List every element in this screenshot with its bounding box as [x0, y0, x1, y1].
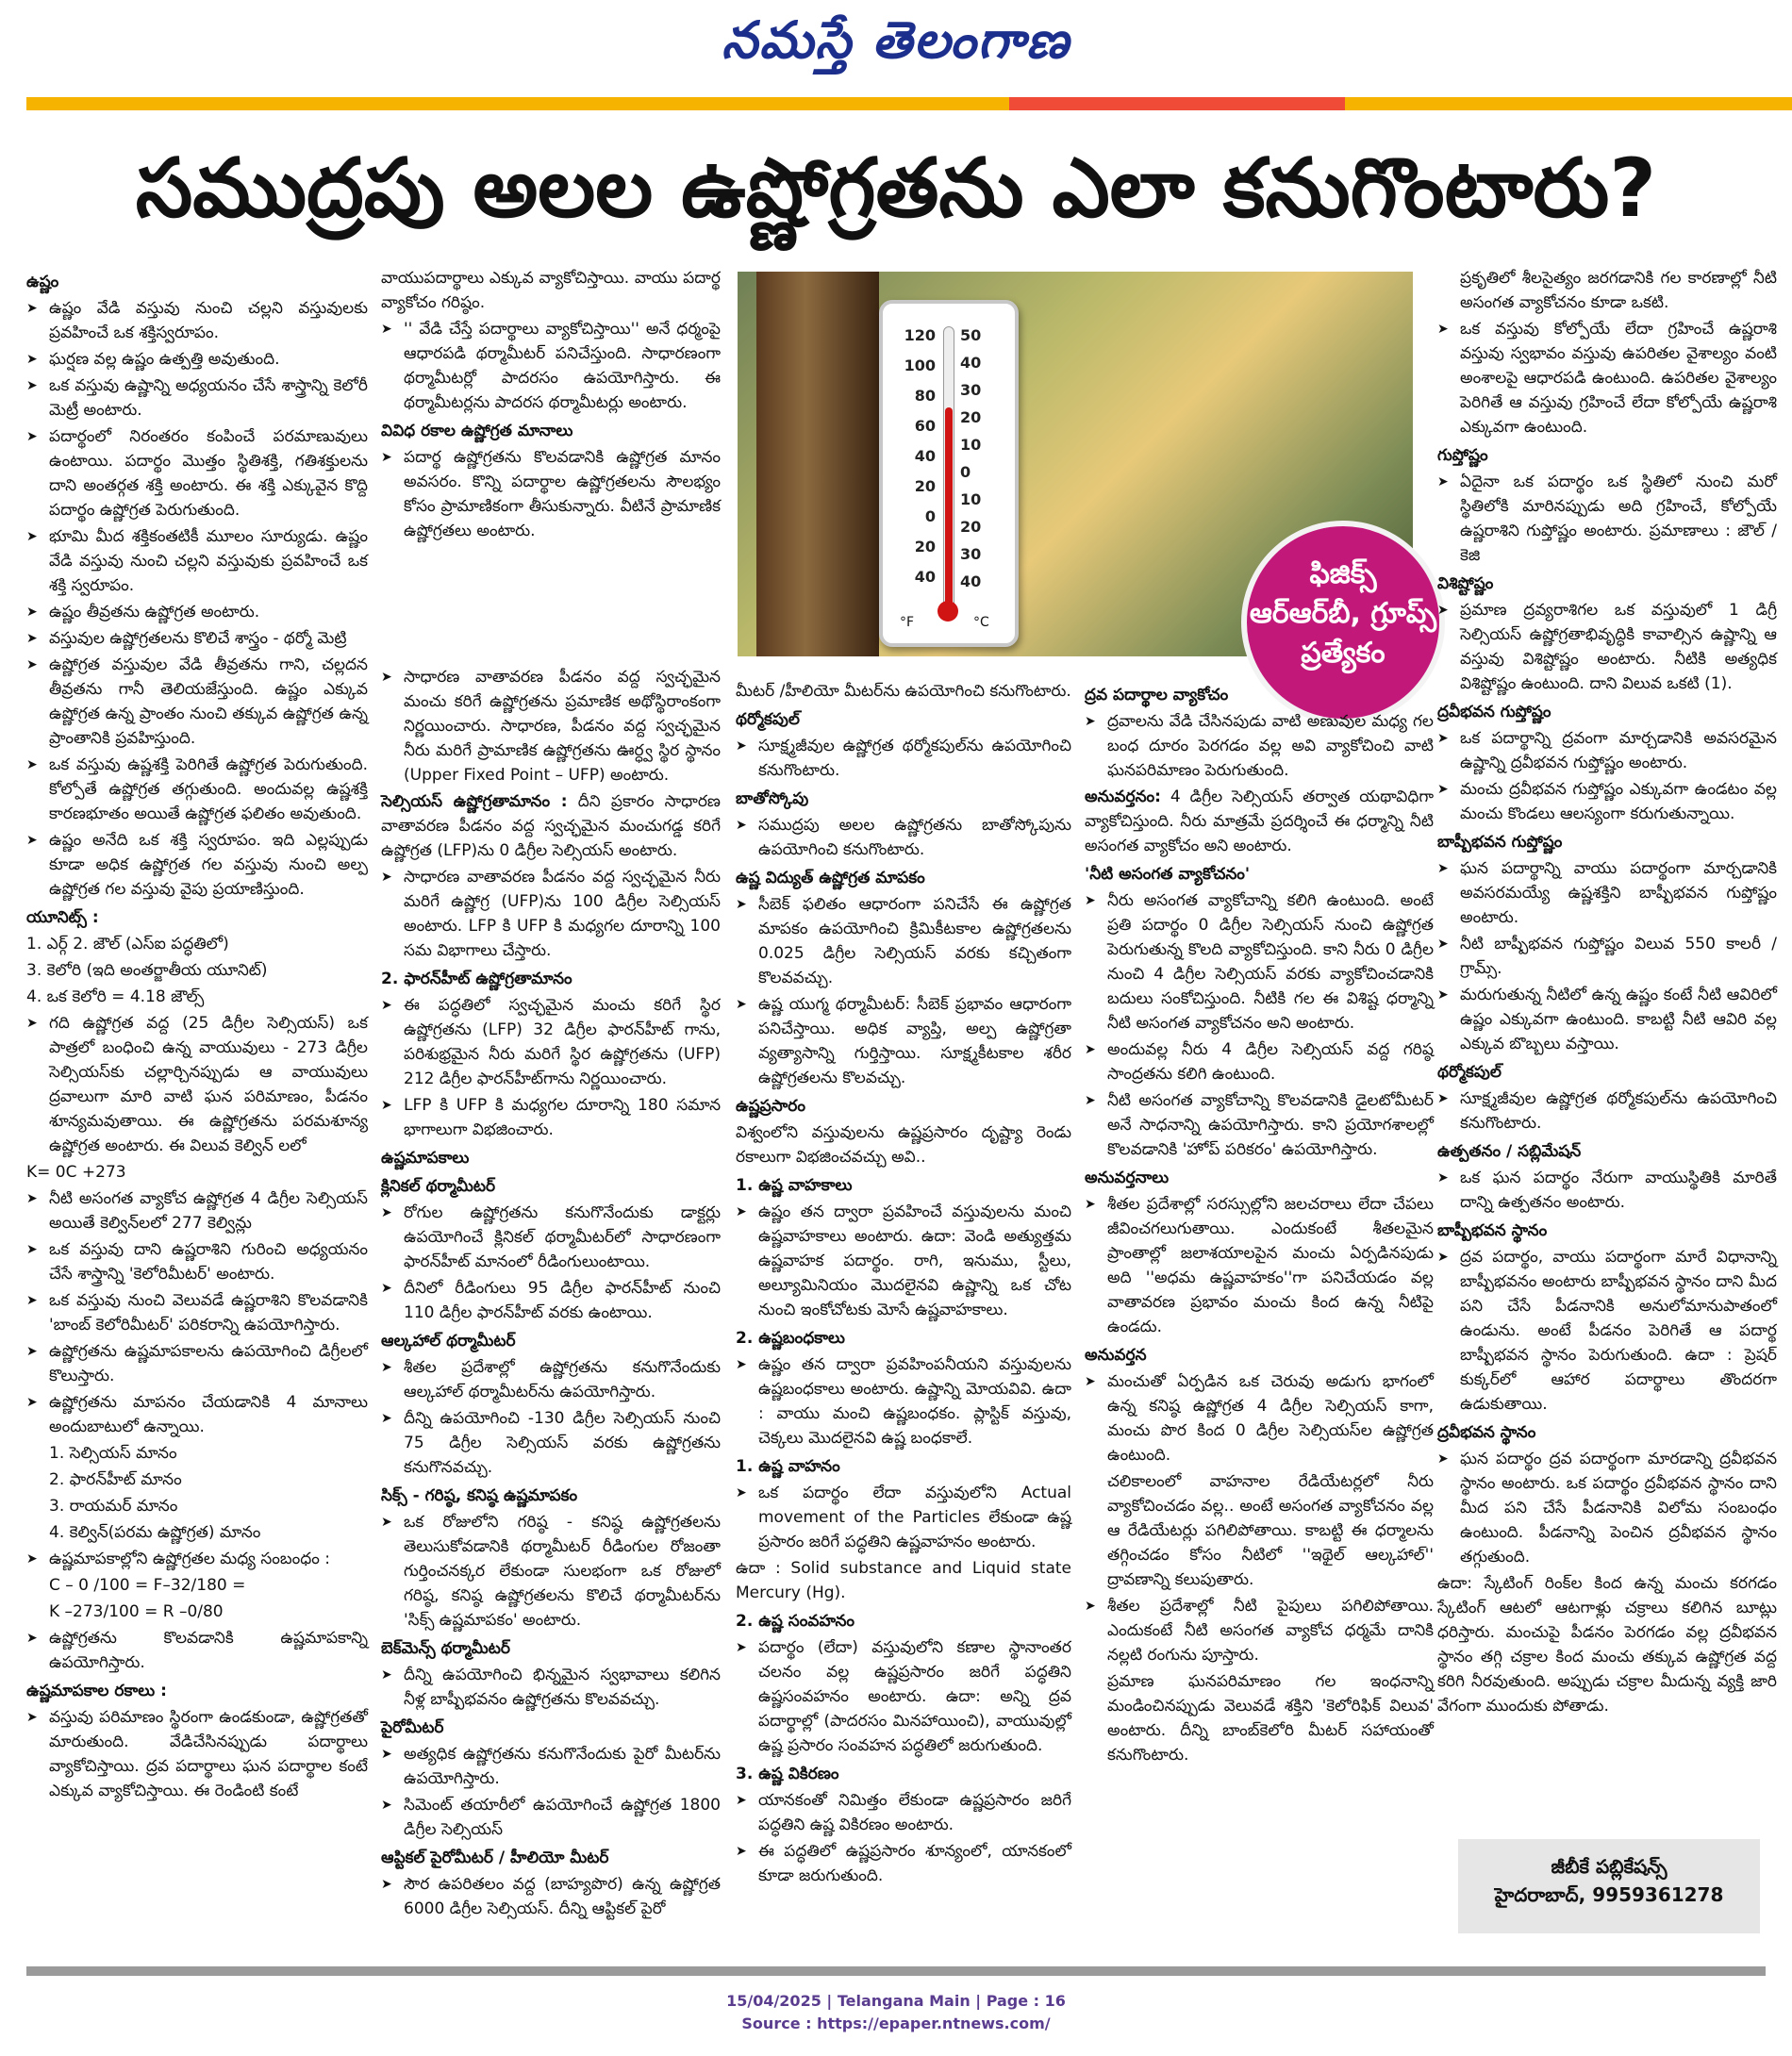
- formula: C – 0 /100 = F–32/180 =: [49, 1576, 246, 1595]
- celsius-unit: °C: [973, 615, 989, 630]
- section-heading: 3. ఉష్ణ వికిరణం: [736, 1765, 839, 1783]
- bullet: ➤ ఉష్ణ యుగ్మ థర్మామీటర్: సీబెక్ ప్రభావం ఆధారంగా పనిచేస్తాయి. అధిక వ్యాప్తి, అల్ప ఉష్ణోగ్రతా వ్యత్యాసాన్ని గుర్తిస్తాయి. సూక్ష్మకీటకాల శరీర ఉష్ణోగ్రతలను కొలవచ్చు.: [736, 992, 1071, 1090]
- paragraph: వాయుపదార్థాలు ఎక్కువ వ్యాకోచిస్తాయి. వాయు పదార్థ వ్యాకోచం గరిష్ఠం.: [381, 269, 721, 312]
- formula: K –273/100 = R –0/80: [49, 1602, 224, 1621]
- bullet: ➤ శీతల ప్రదేశాల్లో నీటి పైపులు పగిలిపోతాయి. ఎందుకంటే నీటి అసంగత వ్యాకోచ ధర్మమే దానికి నల్లటి రంగును పూస్తారు.: [1085, 1594, 1434, 1667]
- bullet: ➤ ఉష్ణం అనేది ఒక శక్తి స్వరూపం. ఇది ఎల్లప్పుడు కూడా అధిక ఉష్ణోగ్రత గల వస్తువు నుంచి అల్ప ఉష్ణోగ్రత గల వస్తువు వైపు ప్రయాణిస్తుంది.: [26, 828, 368, 902]
- unit-line: 3. కెలోరి (ఇది అంతర్జాతీయ యూనిట్): [26, 961, 268, 980]
- bullet: ➤ నీటి బాష్పీభవన గుప్తోష్ణం విలువ 550 కాలరీ / గ్రామ్స్.: [1437, 932, 1777, 981]
- badge-line: ఆర్‌ఆర్‌బీ, గ్రూప్స్: [1249, 597, 1437, 630]
- bullet: ➤ వస్తువుల ఉష్ణోగ్రతలను కొలిచే శాస్త్రం - థర్మో మెట్రి: [26, 626, 368, 651]
- masthead-logo: నమస్తే తెలంగాణ: [722, 9, 1070, 70]
- bullet: ➤ దీనిలో రీడింగులు 95 డిగ్రీల ఫారన్‌హీట్ నుంచి 110 డిగ్రీల ఫారన్‌హీట్ వరకు ఉంటాయి.: [381, 1276, 721, 1325]
- paragraph: [1085, 785, 1434, 858]
- section-heading: అనువర్తనాలు: [1085, 1169, 1170, 1187]
- bullet: ➤ సౌర ఉపరితలం వద్ద (బాహ్యపొర) ఉన్న ఉష్ణోగ్రత 6000 డిగ్రీల సెల్సియస్. దీన్ని ఆప్టికల్ పైరో: [381, 1872, 721, 1921]
- bullet: ➤ అందువల్ల నీరు 4 డిగ్రీల సెల్సియస్ వద్ద గరిష్ఠ సాంద్రతను కలిగి ఉంటుంది.: [1085, 1037, 1434, 1086]
- bullet: ➤ ఒక పదార్థాన్ని ద్రవంగా మార్చడానికి అవసరమైన ఉష్ణాన్ని ద్రవీభవన గుప్తోష్ణం అంటారు.: [1437, 726, 1777, 775]
- inline-heading: సెల్సియస్ ఉష్ణోగ్రతామానం :: [381, 792, 568, 811]
- paragraph: ఉదా: స్కేటింగ్ రింక్‌ల కింద ఉన్న మంచు కరగడం స్కేటింగ్ ఆటలో ఆటగాళ్లు చక్రాలు కలిగిన బూట్లు ధరిస్తారు. మంచుపై పీడనం పెరగడం వల్ల ద్రవీభవన స్థానం తగ్గి చక్రాల కింద మంచు తక్కువ ఉష్ణోగ్రత వద్ద కరిగి నీరవుతుంది. అప్పుడు చక్రాల మీదున్న వ్యక్తి జారి వేగంగా ముందుకు పోతాడు.: [1437, 1574, 1777, 1716]
- scale-item: 3. రాయమర్ మానం: [49, 1497, 178, 1516]
- bullet: ➤ ఘన పదార్థాన్ని వాయు పదార్థంగా మార్చడానికి అవసరమయ్యే ఉష్ణశక్తిని బాష్పీభవన గుప్తోష్ణం అంటారు.: [1437, 856, 1777, 930]
- paragraph-text: దీని ప్రకారం సాధారణ వాతావరణ పీడనం వద్ద స్వచ్ఛమైన మంచుగడ్డ కరిగే ఉష్ణోగ్రత (LFP)ను 0 డిగ్రీల సెల్సియస్ అంటారు.: [381, 792, 721, 860]
- bullet: ➤ అత్యధిక ఉష్ణోగ్రతను కనుగొనేందుకు పైరో మీటర్‌ను ఉపయోగిస్తారు.: [381, 1742, 721, 1791]
- bullet: ➤ ఉష్ణం తీవ్రతను ఉష్ణోగ్రత అంటారు.: [26, 600, 368, 624]
- celsius-tick: 20: [960, 408, 982, 426]
- footer-dateline: 15/04/2025 | Telangana Main | Page : 16: [726, 1992, 1066, 2010]
- section-heading: థర్మోకపుల్: [1437, 1063, 1502, 1082]
- paragraph: మీటర్ /హీలియో మీటర్‌ను ఉపయోగించి కనుగొంటారు.: [736, 682, 1071, 701]
- bullet: ➤ పదార్థ ఉష్ణోగ్రతను కొలవడానికి ఉష్ణోగ్రత మానం అవసరం. కొన్ని పదార్థాల ఉష్ణోగ్రతలను సౌలభ్యం కోసం ప్రామాణికంగా తీసుకున్నారు. వీటినే ప్రామాణిక ఉష్ణోగ్రతలు అంటారు.: [381, 445, 721, 543]
- bullet: ➤ ఒక వస్తువు దాని ఉష్ణరాశిని గురించి అధ్యయనం చేసే శాస్త్రాన్ని 'కెలోరిమీటర్' అంటారు.: [26, 1237, 368, 1286]
- celsius-tick: 50: [960, 326, 982, 344]
- paragraph: [381, 789, 721, 863]
- bullet: ➤ యానకంతో నిమిత్తం లేకుండా ఉష్ణప్రసారం జరిగే పద్ధతిని ఉష్ణ వికిరణం అంటారు.: [736, 1788, 1071, 1837]
- bullet: ➤ ప్రమాణ ద్రవ్యరాశిగల ఒక వస్తువులో 1 డిగ్రీ సెల్సియస్ ఉష్ణోగ్రతాభివృద్ధికి కావాల్సిన ఉష్ణాన్ని ఆ వస్తువు విశిష్టోష్ణం అంటారు. నీటికి అత్యధిక విశిష్టోష్ణం ఉంటుంది. దాని విలువ ఒకటి (1).: [1437, 598, 1777, 696]
- bullet: ➤ శీతల ప్రదేశాల్లో సరస్సుల్లోని జలచరాలు లేదా చేపలు జీవించగలుగుతాయి. ఎందుకంటే శీతలమైన ప్రాంతాల్లో జలాశయాలపైన మంచు ఏర్పడినపుడు అది ''అధమ ఉష్ణవాహకం''గా పనిచేయడం వల్ల వాతావరణ ప్రభావం మంచు కింద ఉన్న నీటిపై ఉండదు.: [1085, 1192, 1434, 1339]
- section-heading: బాతోస్కోపు: [736, 789, 809, 808]
- section-heading: ఉత్పతనం / సబ్లిమేషన్: [1437, 1142, 1582, 1161]
- numbered-item: చలికాలంలో వాహనాల రేడియేటర్లలో నీరు వ్యాకోచించడం వల్ల.. అంటే అసంగత వ్యాకోచనం వల్ల ఆ రేడియేటర్లు పగిలిపోతాయి. కాబట్టి ఈ ధర్మాలను తగ్గించడం కోసం నీటిలో ''ఇథైల్ ఆల్కహాల్'' ద్రావణాన్ని కలుపుతారు.: [1107, 1472, 1434, 1589]
- column-1: [26, 266, 368, 1964]
- bullet: ➤ ఈ పద్ధతిలో ఉష్ణప్రసారం శూన్యంలో, యానకంలో కూడా జరుగుతుంది.: [736, 1839, 1071, 1888]
- section-heading: 1. ఉష్ణ వాహకాలు: [736, 1176, 853, 1195]
- section-heading: గుప్తోష్ణం: [1437, 446, 1488, 465]
- bullet: ➤ దీన్ని ఉపయోగించి భిన్నమైన స్వభావాలు కలిగిన నీళ్ల బాష్పీభవనం ఉష్ణోగ్రతను కొలవవచ్చు.: [381, 1663, 721, 1712]
- section-heading: బాష్పీభవన గుప్తోష్ణం: [1437, 833, 1563, 852]
- bullet: ➤ ఒక వస్తువు ఉష్ణాన్ని అధ్యయనం చేసే శాస్త్రాన్ని కెలోరీ మెట్రీ అంటారు.: [26, 373, 368, 423]
- thermometer: [879, 300, 1019, 647]
- section-heading: క్లినికల్ థర్మామీటర్: [381, 1177, 496, 1196]
- fahrenheit-tick: 60: [914, 417, 936, 435]
- bullet: ➤ మంచుతో ఏర్పడిన ఒక చెరువు అడుగు భాగంలో ఉన్న కనిష్ఠ ఉష్ణోగ్రత 4 డిగ్రీల సెల్సియస్ కాగా, మంచు పొర కింద 0 డిగ్రీల సెల్సియస్‌ల ఉష్ణోగ్రత ఉంటుంది.: [1085, 1369, 1434, 1467]
- fahrenheit-tick: 40: [914, 447, 936, 465]
- bottom-rule: [26, 1966, 1766, 1976]
- bullet: ➤ దీన్ని ఉపయోగించి -130 డిగ్రీల సెల్సియస్ నుంచి 75 డిగ్రీల సెల్సియస్ వరకు ఉష్ణోగ్రతను కనుగొనవచ్చు.: [381, 1406, 721, 1480]
- bullet: ➤ ద్రవాలను వేడి చేసినపుడు వాటి అణువుల మధ్య గల బంధ దూరం పెరగడం వల్ల అవి వ్యాకోచించి వాటి ఘనపరిమాణం పెరుగుతుంది.: [1085, 709, 1434, 783]
- bullet: ➤ మరుగుతున్న నీటిలో ఉన్న ఉష్ణం కంటే నీటి ఆవిరిలో ఉష్ణం ఎక్కువగా ఉంటుంది. కాబట్టి నీటి ఆవిరి వల్ల ఎక్కువ బొబ్బలు వస్తాయి.: [1437, 983, 1777, 1056]
- bullet: ➤ ఒక వస్తువు నుంచి వెలువడే ఉష్ణరాశిని కొలవడానికి 'బాంబ్ కెలోరిమీటర్' పరికరాన్ని ఉపయోగిస్తారు.: [26, 1288, 368, 1337]
- section-heading: సిక్స్ - గరిష్ఠ, కనిష్ఠ ఉష్ణమాపకం: [381, 1486, 578, 1505]
- bullet: ➤ ద్రవ పదార్థం, వాయు పదార్థంగా మారే విధానాన్ని బాష్పీభవనం అంటారు బాష్పీభవన స్థానం దాని మీద పని చేసే పీడనానికి అనులోమానుపాతంలో ఉండును. అంటే పీడనం పెరిగితే ఆ పదార్థ బాష్పీభవన స్థానం పెరుగుతుంది. ఉదా : ప్రెషర్ కుక్కర్‌లో ఆహార పదార్థాలు తొందరగా ఉడుకుతాయి.: [1437, 1245, 1777, 1417]
- section-heading: యూనిట్స్ :: [26, 908, 99, 927]
- bullet: ➤ భూమి మీద శక్తికంతటికీ మూలం సూర్యుడు. ఉష్ణం వేడి వస్తువు నుంచి చల్లని వస్తువుకు ప్రవహించే ఒక శక్తి స్వరూపం.: [26, 524, 368, 598]
- column-4: [1085, 679, 1434, 1962]
- bullet: ➤ నీరు అసంగత వ్యాకోచాన్ని కలిగి ఉంటుంది. అంటే ప్రతి పదార్థం 0 డిగ్రీల సెల్సియస్ నుంచి ఉష్ణోగ్రత పెరుగుతున్న కొలది వ్యాకోచిస్తుంది. కాని నీరు 0 డిగ్రీల నుంచి 4 డిగ్రీల సెల్సియస్ వరకు వ్యాకోచించడానికి బదులు సంకోచిస్తుంది. నీటికి గల ఈ విశిష్ట ధర్మాన్ని నీటి అసంగత వ్యాకోచనం అని అంటారు.: [1085, 888, 1434, 1036]
- credit-name: జీబీకే పబ్లికేషన్స్: [1551, 1855, 1668, 1878]
- top-rule: [26, 97, 1019, 110]
- fahrenheit-tick: 120: [904, 326, 936, 344]
- bullet: ➤ నీటి అసంగత వ్యాకోచాన్ని కొలవడానికి డైలటోమీటర్ అనే సాధనాన్ని ఉపయోగిస్తారు. కాని ప్రయోగశాలల్లో కొలవడానికి 'హోప్ పరికరం' ఉపయోగిస్తారు.: [1085, 1088, 1434, 1162]
- section-heading: బాష్పీభవన స్థానం: [1437, 1221, 1548, 1240]
- celsius-tick: 10: [960, 490, 982, 508]
- section-heading: ద్రవీభవన స్థానం: [1437, 1423, 1536, 1442]
- section-heading: బెక్‌మెన్స్ థర్మామీటర్: [381, 1639, 510, 1658]
- bullet: ➤ ఉష్ణం తన ద్వారా ప్రవహించే వస్తువులను మంచి ఉష్ణవాహకాలు అంటారు. ఉదా: వెండి అత్యుత్తమ ఉష్ణవాహక పదార్థం. రాగి, ఇనుము, స్టీలు, అల్యూమినియం మొదలైనవి ఉష్ణాన్ని ఒక చోట నుంచి ఇంకోచోటకు మోసే ఉష్ణవాహకాలు.: [736, 1200, 1071, 1322]
- section-heading: 2. ఉష్ణ సంవహనం: [736, 1612, 855, 1631]
- wooden-post: [756, 272, 879, 656]
- celsius-tick: 0: [960, 463, 971, 481]
- bullet: ➤ ఉష్ణోగ్రతను కొలవడానికి ఉష్ణమాపకాన్ని ఉపయోగిస్తారు.: [26, 1626, 368, 1675]
- section-heading: 2. ఫారన్‌హీట్ ఉష్ణోగ్రతామానం: [381, 970, 572, 988]
- scale-item: 2. ఫారన్‌హీట్ మానం: [49, 1470, 182, 1489]
- scale-item: 1. సెల్సియస్ మానం: [49, 1444, 177, 1463]
- inline-heading: అనువర్తనం:: [1085, 788, 1161, 806]
- column-2-top: [381, 266, 721, 662]
- bullet: ➤ శీతల ప్రదేశాల్లో ఉష్ణోగ్రతను కనుగొనేందుకు ఆల్కహాల్ థర్మామీటర్‌ను ఉపయోగిస్తారు.: [381, 1355, 721, 1404]
- celsius-tick: 30: [960, 545, 982, 563]
- bullet: ➤ ఉష్ణం తన ద్వారా ప్రవహింపనీయని వస్తువులను ఉష్ణబంధకాలు అంటారు. ఉష్ణాన్ని మోయవివి. ఉదా : వాయు మంచి ఉష్ణబంధకం. ప్లాస్టిక్ వస్తువు, చెక్కలు మొదలైనవి ఉష్ణ బంధకాలే.: [736, 1352, 1071, 1451]
- column-3: [736, 679, 1071, 1896]
- bullet: ➤ ఒక రోజులోని గరిష్ఠ - కనిష్ఠ ఉష్ణోగ్రతలను తెలుసుకోవడానికి థర్మామీటర్ రీడింగుల రోజంతా గుర్తించనక్కర లేకుండా సులభంగా ఒక రోజులో గరిష్ఠ, కనిష్ఠ ఉష్ణోగ్రతలను కొలిచే థర్మామీటర్‌ను 'సిక్స్ ఉష్ణమాపకం' అంటారు.: [381, 1510, 721, 1633]
- top-rule-right: [1345, 97, 1792, 110]
- author-credit: [1458, 1839, 1760, 1933]
- celsius-tick: 40: [960, 572, 982, 590]
- thermometer-bulb: [937, 601, 958, 622]
- section-heading: విశిష్టోష్ణం: [1437, 574, 1494, 593]
- paragraph: ఉదా : Solid substance and Liquid state Mercury (Hg).: [736, 1559, 1071, 1602]
- bullet: ➤ సాధారణ వాతావరణ పీడనం వద్ద స్వచ్ఛమైన నీరు మరిగే ఉష్ణోగ్ర (UFP)ను 100 డిగ్రీల సెల్సియస్ అంటారు. LFP కి UFP కి మధ్యగల దూరాన్ని 100 సమ విభాగాలు చేస్తారు.: [381, 865, 721, 963]
- section-heading: 2. ఉష్ణబంధకాలు: [736, 1329, 845, 1348]
- fahrenheit-tick: 80: [914, 387, 936, 405]
- mercury-column: [945, 407, 953, 605]
- section-heading: ఆప్టికల్ పైరోమీటర్ / హీలియో మీటర్: [381, 1849, 609, 1867]
- bullet: ➤ ఏదైనా ఒక పదార్థం ఒక స్థితిలో నుంచి మరో స్థితిలోకి మారినప్పుడు అది గ్రహించే, కోల్పోయే ఉష్ణరాశిని గుప్తోష్ణం అంటారు. ప్రమాణాలు : జౌల్ / కెజి: [1437, 470, 1777, 568]
- bullet: ➤ పదార్థం (లేదా) వస్తువులోని కణాల స్థానాంతర చలనం వల్ల ఉష్ణప్రసారం జరిగే పద్ధతిని ఉష్ణసంవహనం అంటారు. ఉదా: అన్ని ద్రవ పదార్థాల్లో (పాదరసం మినహాయించి), వాయువుల్లో ఉష్ణ ప్రసారం సంవహన పద్ధతిలో జరుగుతుంది.: [736, 1635, 1071, 1758]
- bullet: ➤ సముద్రపు అలల ఉష్ణోగ్రతను బాతోస్కోపును ఉపయోగించి కనుగొంటారు.: [736, 813, 1071, 862]
- bullet: ➤ ఉష్ణం వేడి వస్తువు నుంచి చల్లని వస్తువులకు ప్రవహించే ఒక శక్తిస్వరూపం.: [26, 296, 368, 345]
- badge-line: ప్రత్యేకం: [1301, 637, 1385, 670]
- celsius-tick: 40: [960, 354, 982, 372]
- fahrenheit-scale: [890, 326, 936, 598]
- bullet: ➤ మంచు ద్రవీభవన గుప్తోష్ణం ఎక్కువగా ఉండటం వల్ల మంచు కొండలు ఆలస్యంగా కరుగుతున్నాయి.: [1437, 777, 1777, 826]
- numbered-item: ప్రమాణ ఘనపరిమాణం గల ఇంధనాన్ని మండించినప్పుడు వెలువడే శక్తిని 'కెలోరిఫిక్ విలువ' అంటారు. దీన్ని బాంబ్‌కెలోరి మీటర్ సహాయంతో కనుగొంటారు.: [1107, 1672, 1434, 1765]
- bullet: ➤ ఒక పదార్థం లేదా వస్తువులోని Actual movement of the Particles లేకుండా ఉష్ణ ప్రసారం జరిగే పద్ధతిని ఉష్ణవాహనం అంటారు.: [736, 1481, 1071, 1554]
- top-rule-accent: [1009, 97, 1345, 110]
- footer-source: Source : https://epaper.ntnews.com/: [741, 2015, 1051, 2032]
- fahrenheit-tick: 40: [914, 568, 936, 586]
- bullet: ➤ '' వేడి చేస్తే పదార్థాలు వ్యాకోచిస్తాయి'' అనే ధర్మంపై ఆధారపడి థర్మామీటర్ పనిచేస్తుంది. సాధారణంగా థర్మామీటర్లో పాదరసం ఉపయోగిస్తారు. ఈ థర్మామీటర్లను పాదరస థర్మామీటర్లు అంటారు.: [381, 317, 721, 415]
- fahrenheit-tick: 20: [914, 477, 936, 495]
- bullet: ➤ రోగుల ఉష్ణోగ్రతను కనుగొనేందుకు డాక్టర్లు ఉపయోగించే క్లినికల్ థర్మామీటర్‌లో సాధారణంగా ఫారన్‌హీట్ మానంలో రీడింగులుంటాయి.: [381, 1201, 721, 1274]
- unit-line: 4. ఒక కెలోరి = 4.18 జౌల్స్: [26, 987, 205, 1006]
- credit-contact: హైదరాబాద్, 9959361278: [1494, 1883, 1724, 1906]
- section-heading: ఉష్ణప్రసారం: [736, 1097, 806, 1116]
- section-heading: 'నీటి అసంగత వ్యాకోచనం': [1085, 865, 1251, 884]
- bullet: ➤ ఘర్షణ వల్ల ఉష్ణం ఉత్పత్తి అవుతుంది.: [26, 347, 368, 372]
- section-heading: ఆల్కహాల్ థర్మామీటర్: [381, 1332, 516, 1351]
- bullet: ➤ ఉష్ణోగ్రతను ఉష్ణమాపకాలను ఉపయోగించి డిగ్రీలలో కొలుస్తారు.: [26, 1339, 368, 1388]
- numbered-item: ప్రకృతిలో శీలసైత్యం జరగడానికి గల కారణాల్లో నీటి అసంగత వ్యాకోచనం కూడా ఒకటి.: [1460, 269, 1777, 312]
- column-5: [1437, 266, 1777, 1954]
- section-heading: ద్రవీభవన గుప్తోష్ణం: [1437, 703, 1551, 721]
- bullet: ➤ ఘన పదార్థం ద్రవ పదార్థంగా మారడాన్ని ద్రవీభవన స్థానం అంటారు. ఒక పదార్థం ద్రవీభవన స్థానం దాని మీద పని చేసే పీడనానికి విలోమ సంబంధం ఉంటుంది. పీడనాన్ని పెంచిన ద్రవీభవన స్థానం తగ్గుతుంది.: [1437, 1447, 1777, 1569]
- bullet: ➤ ఒక వస్తువు ఉష్ణశక్తి పెరిగితే ఉష్ణోగ్రత పెరుగుతుంది. కోల్పోతే ఉష్ణోగ్రత తగ్గుతుంది. అందువల్ల ఉష్ణశక్తి కారణభూతం అయితే ఉష్ణోగ్రత ఫలితం అవుతుంది.: [26, 753, 368, 826]
- section-heading: వివిధ రకాల ఉష్ణోగ్రత మానాలు: [381, 422, 573, 440]
- bullet: ➤ ఈ పద్ధతిలో స్వచ్ఛమైన మంచు కరిగే స్థిర ఉష్ణోగ్రతను (LFP) 32 డిగ్రీల ఫారన్‌హీట్ గాను, పరిశుభ్రమైన నీరు మరిగే స్థిర ఉష్ణోగ్రతను (UFP) 212 డిగ్రీల ఫారన్‌హీట్‌గాను నిర్ణయించారు.: [381, 993, 721, 1091]
- bullet: ➤ ఉష్ణోగ్రత వస్తువుల వేడి తీవ్రతను గాని, చల్లదన తీవ్రతను గానీ తెలియజేస్తుంది. ఉష్ణం ఎక్కువ ఉష్ణోగ్రత ఉన్న ప్రాంతం నుంచి తక్కువ ఉష్ణోగ్రత ఉన్న ప్రాంతానికి ప్రవహిస్తుంది.: [26, 653, 368, 751]
- bullet: ➤ నీటి అసంగత వ్యాకోచ ఉష్ణోగ్రత 4 డిగ్రీల సెల్సియస్ అయితే కెల్విన్‌లలో 277 కెల్విన్లు: [26, 1186, 368, 1235]
- section-heading: పైరోమీటర్: [381, 1718, 444, 1737]
- bullet: ➤ సూక్ష్మజీవుల ఉష్ణోగ్రత థర్మోకపుల్‌ను ఉపయోగించి కనుగొంటారు.: [736, 734, 1071, 783]
- unit-line: 1. ఎర్గ్ 2. జౌల్ (ఎస్ఐ పద్ధతిలో): [26, 935, 229, 953]
- bullet: ➤ వస్తువు పరిమాణం స్థిరంగా ఉండకుండా, ఉష్ణోగ్రతతో మారుతుంది. వేడిచేసినప్పుడు పదార్థాలు వ్యాకోచిస్తాయి. ద్రవ పదార్థాలు ఘన పదార్థాల కంటే ఎక్కువ వ్యాకోచిస్తాయి. ఈ రెండింటి కంటే: [26, 1705, 368, 1803]
- formula: K= 0C +273: [26, 1163, 126, 1182]
- headline: సముద్రపు అలల ఉష్ణోగ్రతను ఎలా కనుగొంటారు?: [135, 141, 1657, 236]
- bullet: ➤ గది ఉష్ణోగ్రత వద్ద (25 డిగ్రీల సెల్సియస్) ఒక పాత్రలో బంధించి ఉన్న వాయువులు - 273 డిగ్రీల సెల్సియస్‌కు చల్లార్చినప్పుడు ఆ వాయువులు ద్రవాలుగా మారి వాటి ఘన పరిమాణం, పీడనం శూన్యమవుతాయి. ఈ ఉష్ణోగ్రతను పరమశూన్య ఉష్ణోగ్రత అంటారు. ఈ విలువ కెల్విన్ లలో: [26, 1011, 368, 1158]
- fahrenheit-tick: 0: [924, 507, 936, 525]
- scale-item: 4. కెల్విన్(పరమ ఉష్ణోగ్రత) మానం: [49, 1523, 261, 1542]
- bullet: ➤ సిమెంట్ తయారీలో ఉపయోగించే ఉష్ణోగ్రత 1800 డిగ్రీల సెల్సియస్: [381, 1793, 721, 1842]
- bullet: ➤ సీబెక్ ఫలితం ఆధారంగా పనిచేసే ఈ ఉష్ణోగ్రత మాపకం ఉపయోగించి క్రిమికీటకాల ఉష్ణోగ్రతలను 0.025 డిగ్రీల సెల్సియస్ వరకు కచ్చితంగా కొలవవచ్చు.: [736, 892, 1071, 990]
- bullet: ➤ ఒక వస్తువు కోల్పోయే లేదా గ్రహించే ఉష్ణరాశి వస్తువు స్వభావం వస్తువు ఉపరితల వైశాల్యం వంటి అంశాలపై ఆధారపడి ఉంటుంది. ఉపరితల వైశాల్యం పెరిగితే ఆ వస్తువు గ్రహించే లేదా కోల్పోయే ఉష్ణరాశి ఎక్కువగా ఉంటుంది.: [1437, 317, 1777, 439]
- celsius-tick: 10: [960, 436, 982, 454]
- bullet: ➤ ఉష్ణమాపకాల్లోని ఉష్ణోగ్రతల మధ్య సంబంధం :: [26, 1547, 368, 1571]
- bullet: ➤ ఉష్ణోగ్రతను మాపనం చేయడానికి 4 మానాలు అందుబాటులో ఉన్నాయి.: [26, 1390, 368, 1439]
- section-heading: ఉష్ణ విద్యుత్ ఉష్ణోగ్రత మాపకం: [736, 869, 925, 887]
- section-heading: అనువర్తన: [1085, 1346, 1147, 1365]
- section-heading: థర్మోకపుల్: [736, 710, 800, 729]
- paragraph: విశ్వంలోని వస్తువులను ఉష్ణప్రసారం దృష్ట్యా రెండు రకాలుగా విభజించవచ్చు అవి..: [736, 1123, 1071, 1167]
- fahrenheit-unit: °F: [900, 615, 915, 630]
- bullet: ➤ LFP కి UFP కి మధ్యగల దూరాన్ని 180 సమాన భాగాలుగా విభజించారు.: [381, 1093, 721, 1142]
- section-heading: ఉష్ణమాపకాలు: [381, 1149, 470, 1168]
- fahrenheit-tick: 100: [904, 356, 936, 374]
- section-heading: ఉష్ణం: [26, 273, 59, 291]
- paragraph-text: 4 డిగ్రీల సెల్సియస్ తర్వాత యథావిధిగా వ్యాకోచిస్తుంది. నీరు మాత్రమే ప్రదర్శించే ఈ ధర్మాన్ని నీటి అసంగత వ్యాకోచం అని అంటారు.: [1085, 788, 1434, 855]
- badge-line: ఫిజిక్స్: [1309, 557, 1377, 590]
- section-heading: ఉష్ణమాపకాల రకాలు :: [26, 1682, 167, 1700]
- footer: [0, 1990, 1792, 2035]
- celsius-tick: 30: [960, 381, 982, 399]
- bullet: ➤ ఒక ఘన పదార్థం నేరుగా వాయుస్థితికి మారితే దాన్ని ఉత్పతనం అంటారు.: [1437, 1166, 1777, 1215]
- bullet: ➤ సూక్ష్మజీవుల ఉష్ణోగ్రత థర్మోకపుల్‌ను ఉపయోగించి కనుగొంటారు.: [1437, 1086, 1777, 1136]
- fahrenheit-tick: 20: [914, 538, 936, 555]
- section-heading: 1. ఉష్ణ వాహనం: [736, 1457, 840, 1476]
- column-2: [381, 665, 721, 1957]
- celsius-tick: 20: [960, 518, 982, 536]
- bullet: ➤ పదార్థంలో నిరంతరం కంపించే పరమాణువులు ఉంటాయి. పదార్థం మొత్తం స్థితిశక్తి, గతిశక్తులను దాని అంతర్గత శక్తి అంటారు. ఈ శక్తి ఎక్కువైన కొద్ది పదార్థం ఉష్ణోగ్రత పెరుగుతుంది.: [26, 424, 368, 522]
- bullet: ➤ సాధారణ వాతావరణ పీడనం వద్ద స్వచ్ఛమైన మంచు కరిగే ఉష్ణోగ్రతను ప్రమాణిక అథోస్థిరాంకంగా నిర్ణయించారు. సాధారణ, పీడనం వద్ద స్వచ్ఛమైన నీరు మరిగే ప్రామాణిక ఉష్ణోగ్రతను ఊర్ధ్వ స్థిర స్థానం (Upper Fixed Point – UFP) అంటారు.: [381, 665, 721, 788]
- section-heading: ద్రవ పదార్థాల వ్యాకోచం: [1085, 686, 1229, 705]
- celsius-scale: [960, 326, 981, 600]
